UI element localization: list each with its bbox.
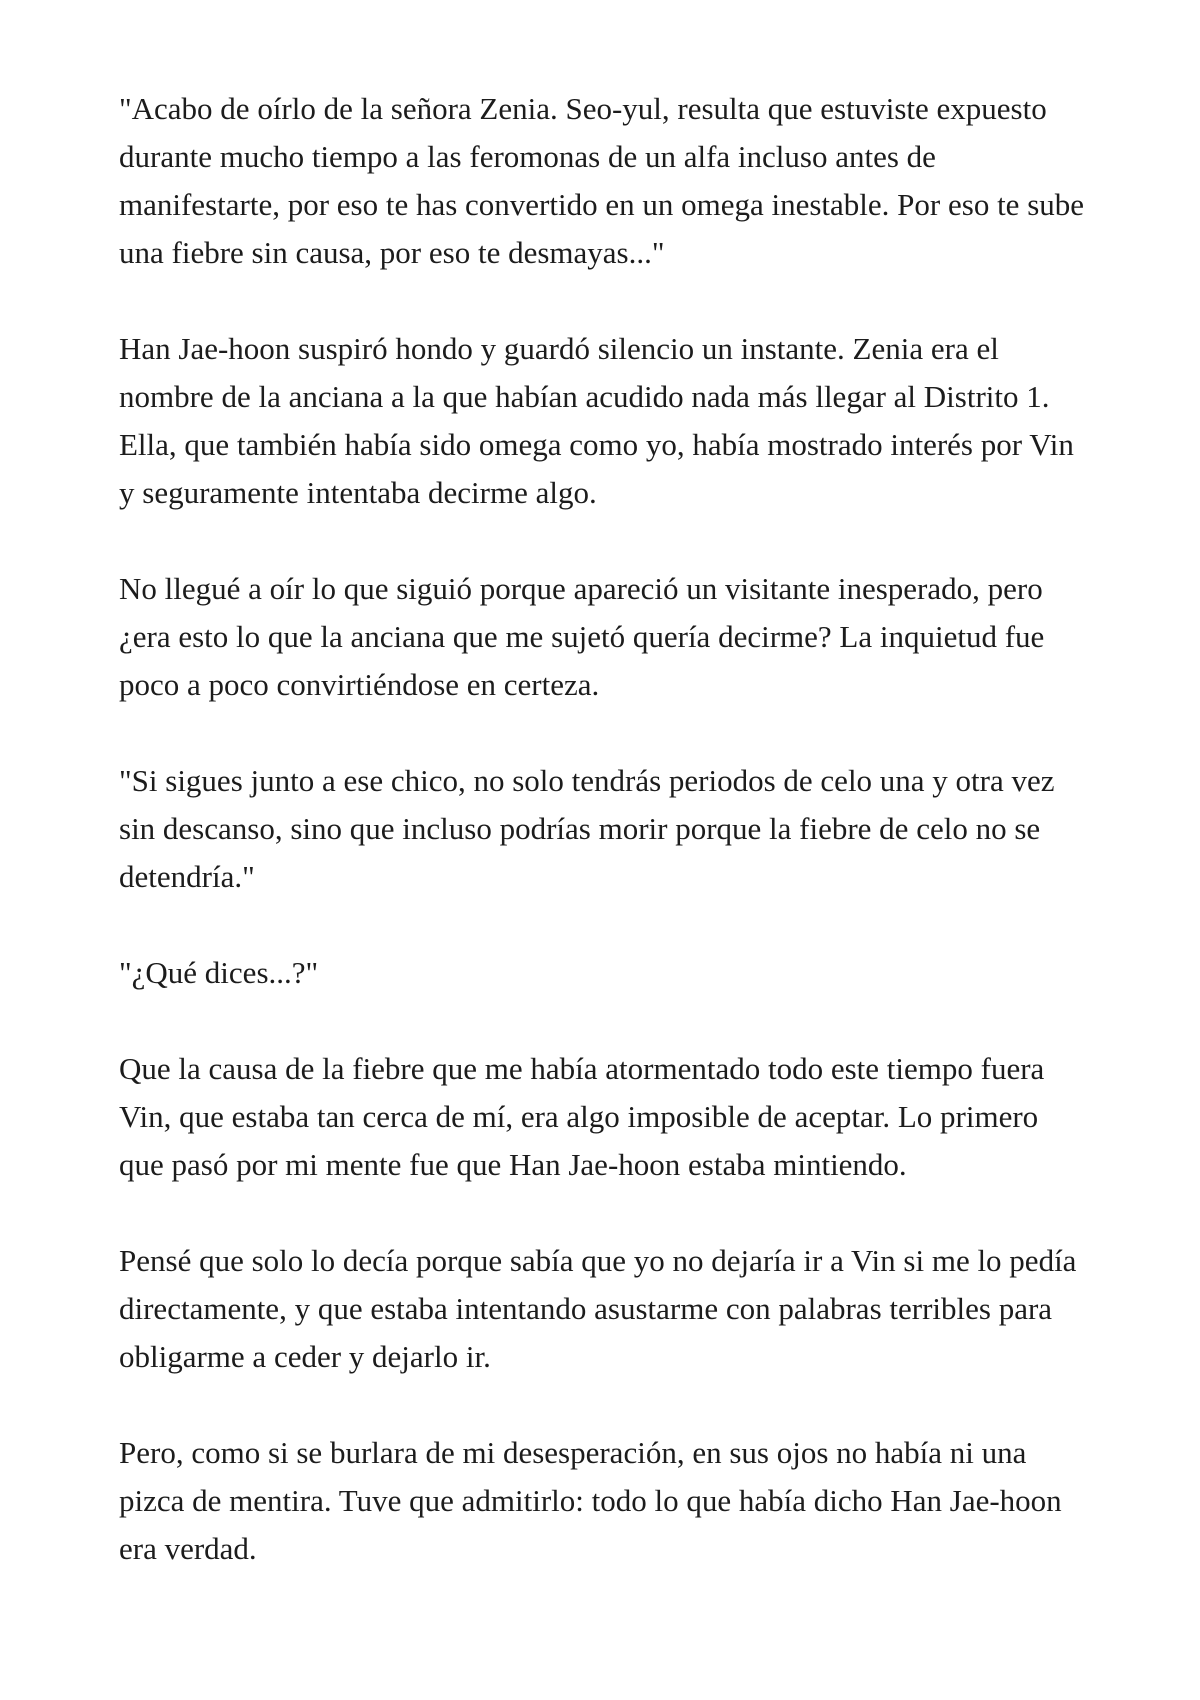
paragraph-7: Pensé que solo lo decía porque sabía que yo no dejaría ir a Vin si me lo pedía directamente, y que estaba intentando asustarme con palabras terribles para obligarme a ceder y dejarlo ir.: [119, 1243, 1077, 1374]
paragraph-1: "Acabo de oírlo de la señora Zenia. Seo-yul, resulta que estuviste expuesto durante mucho tiempo a las feromonas de un alfa incluso antes de manifestarte, por eso te has convertido en un omega inestable. Por eso te sube una fiebre sin causa, por eso te desmayas...": [119, 91, 1085, 270]
paragraph-6: Que la causa de la fiebre que me había atormentado todo este tiempo fuera Vin, que estaba tan cerca de mí, era algo imposible de aceptar. Lo primero que pasó por mi mente fue que Han Jae-hoon estaba mintiendo.: [119, 1051, 1045, 1182]
paragraph-5: "¿Qué dices...?": [119, 955, 319, 990]
paragraph-4: "Si sigues junto a ese chico, no solo tendrás periodos de celo una y otra vez sin descanso, sino que incluso podrías morir porque la fiebre de celo no se detendría.": [119, 763, 1055, 894]
paragraph-2: Han Jae-hoon suspiró hondo y guardó silencio un instante. Zenia era el nombre de la anciana a la que habían acudido nada más llegar al Distrito 1. Ella, que también había sido omega como yo, había mostrado interés por Vin y seguramente intentaba decirme algo.: [119, 331, 1074, 510]
paragraph-3: No llegué a oír lo que siguió porque apareció un visitante inesperado, pero ¿era esto lo que la anciana que me sujetó quería decirme? La inquietud fue poco a poco convirtiéndose en certeza.: [119, 571, 1045, 702]
paragraph-8: Pero, como si se burlara de mi desesperación, en sus ojos no había ni una pizca de mentira. Tuve que admitirlo: todo lo que había dicho Han Jae-hoon era verdad.: [119, 1435, 1062, 1566]
